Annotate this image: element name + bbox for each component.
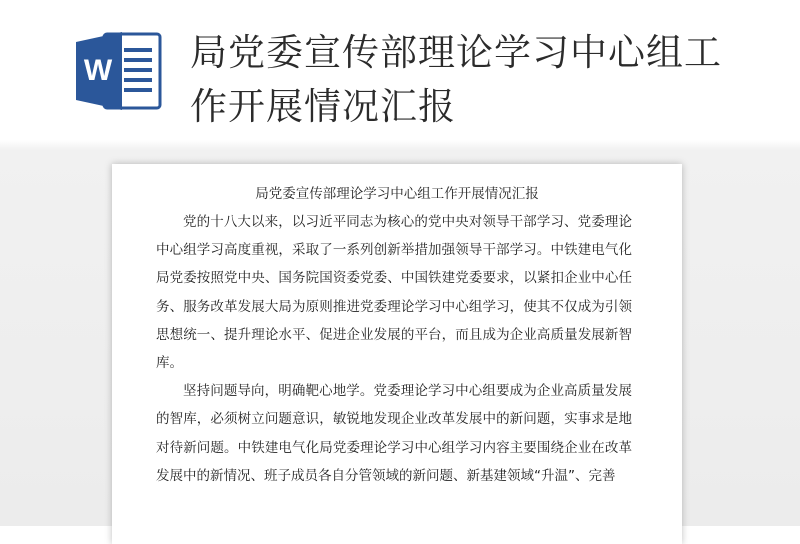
document-body (156, 208, 632, 490)
word-icon (74, 28, 164, 114)
header-banner (0, 0, 800, 145)
paragraph: 坚持问题导向，明确靶心地学。党委理论学习中心组要成为企业高质量发展的智库，必须树立问题意识，敏锐地发现企业改革发展中的新问题，实事求是地对待新问题。中铁建电气化局党委理论学习中心组学习内容主要围绕企业在改革发展中的新情况、班子成员各自分管领域的新问题、新基建领域“升温”、完善 (156, 383, 632, 484)
document-title: 局党委宣传部理论学习中心组工作开展情况汇报 (255, 186, 539, 202)
document-page (112, 164, 682, 544)
page-title: 局党委宣传部理论学习中心组工作开展情况汇报 (190, 31, 722, 128)
paragraph: 党的十八大以来，以习近平同志为核心的党中央对领导干部学习、党委理论中心组学习高度重视，采取了一系列创新举措加强领导干部学习。中铁建电气化局党委按照党中央、国务院国资委党委、中国铁建党委要求，以紧扣企业中心任务、服务改革发展大局为原则推进党委理论学习中心组学习，使其不仅成为引领思想统一、提升理论水平、促进企业发展的平台，而且成为企业高质量发展新智库。 (156, 214, 632, 372)
word-icon-letter: W (83, 54, 113, 87)
